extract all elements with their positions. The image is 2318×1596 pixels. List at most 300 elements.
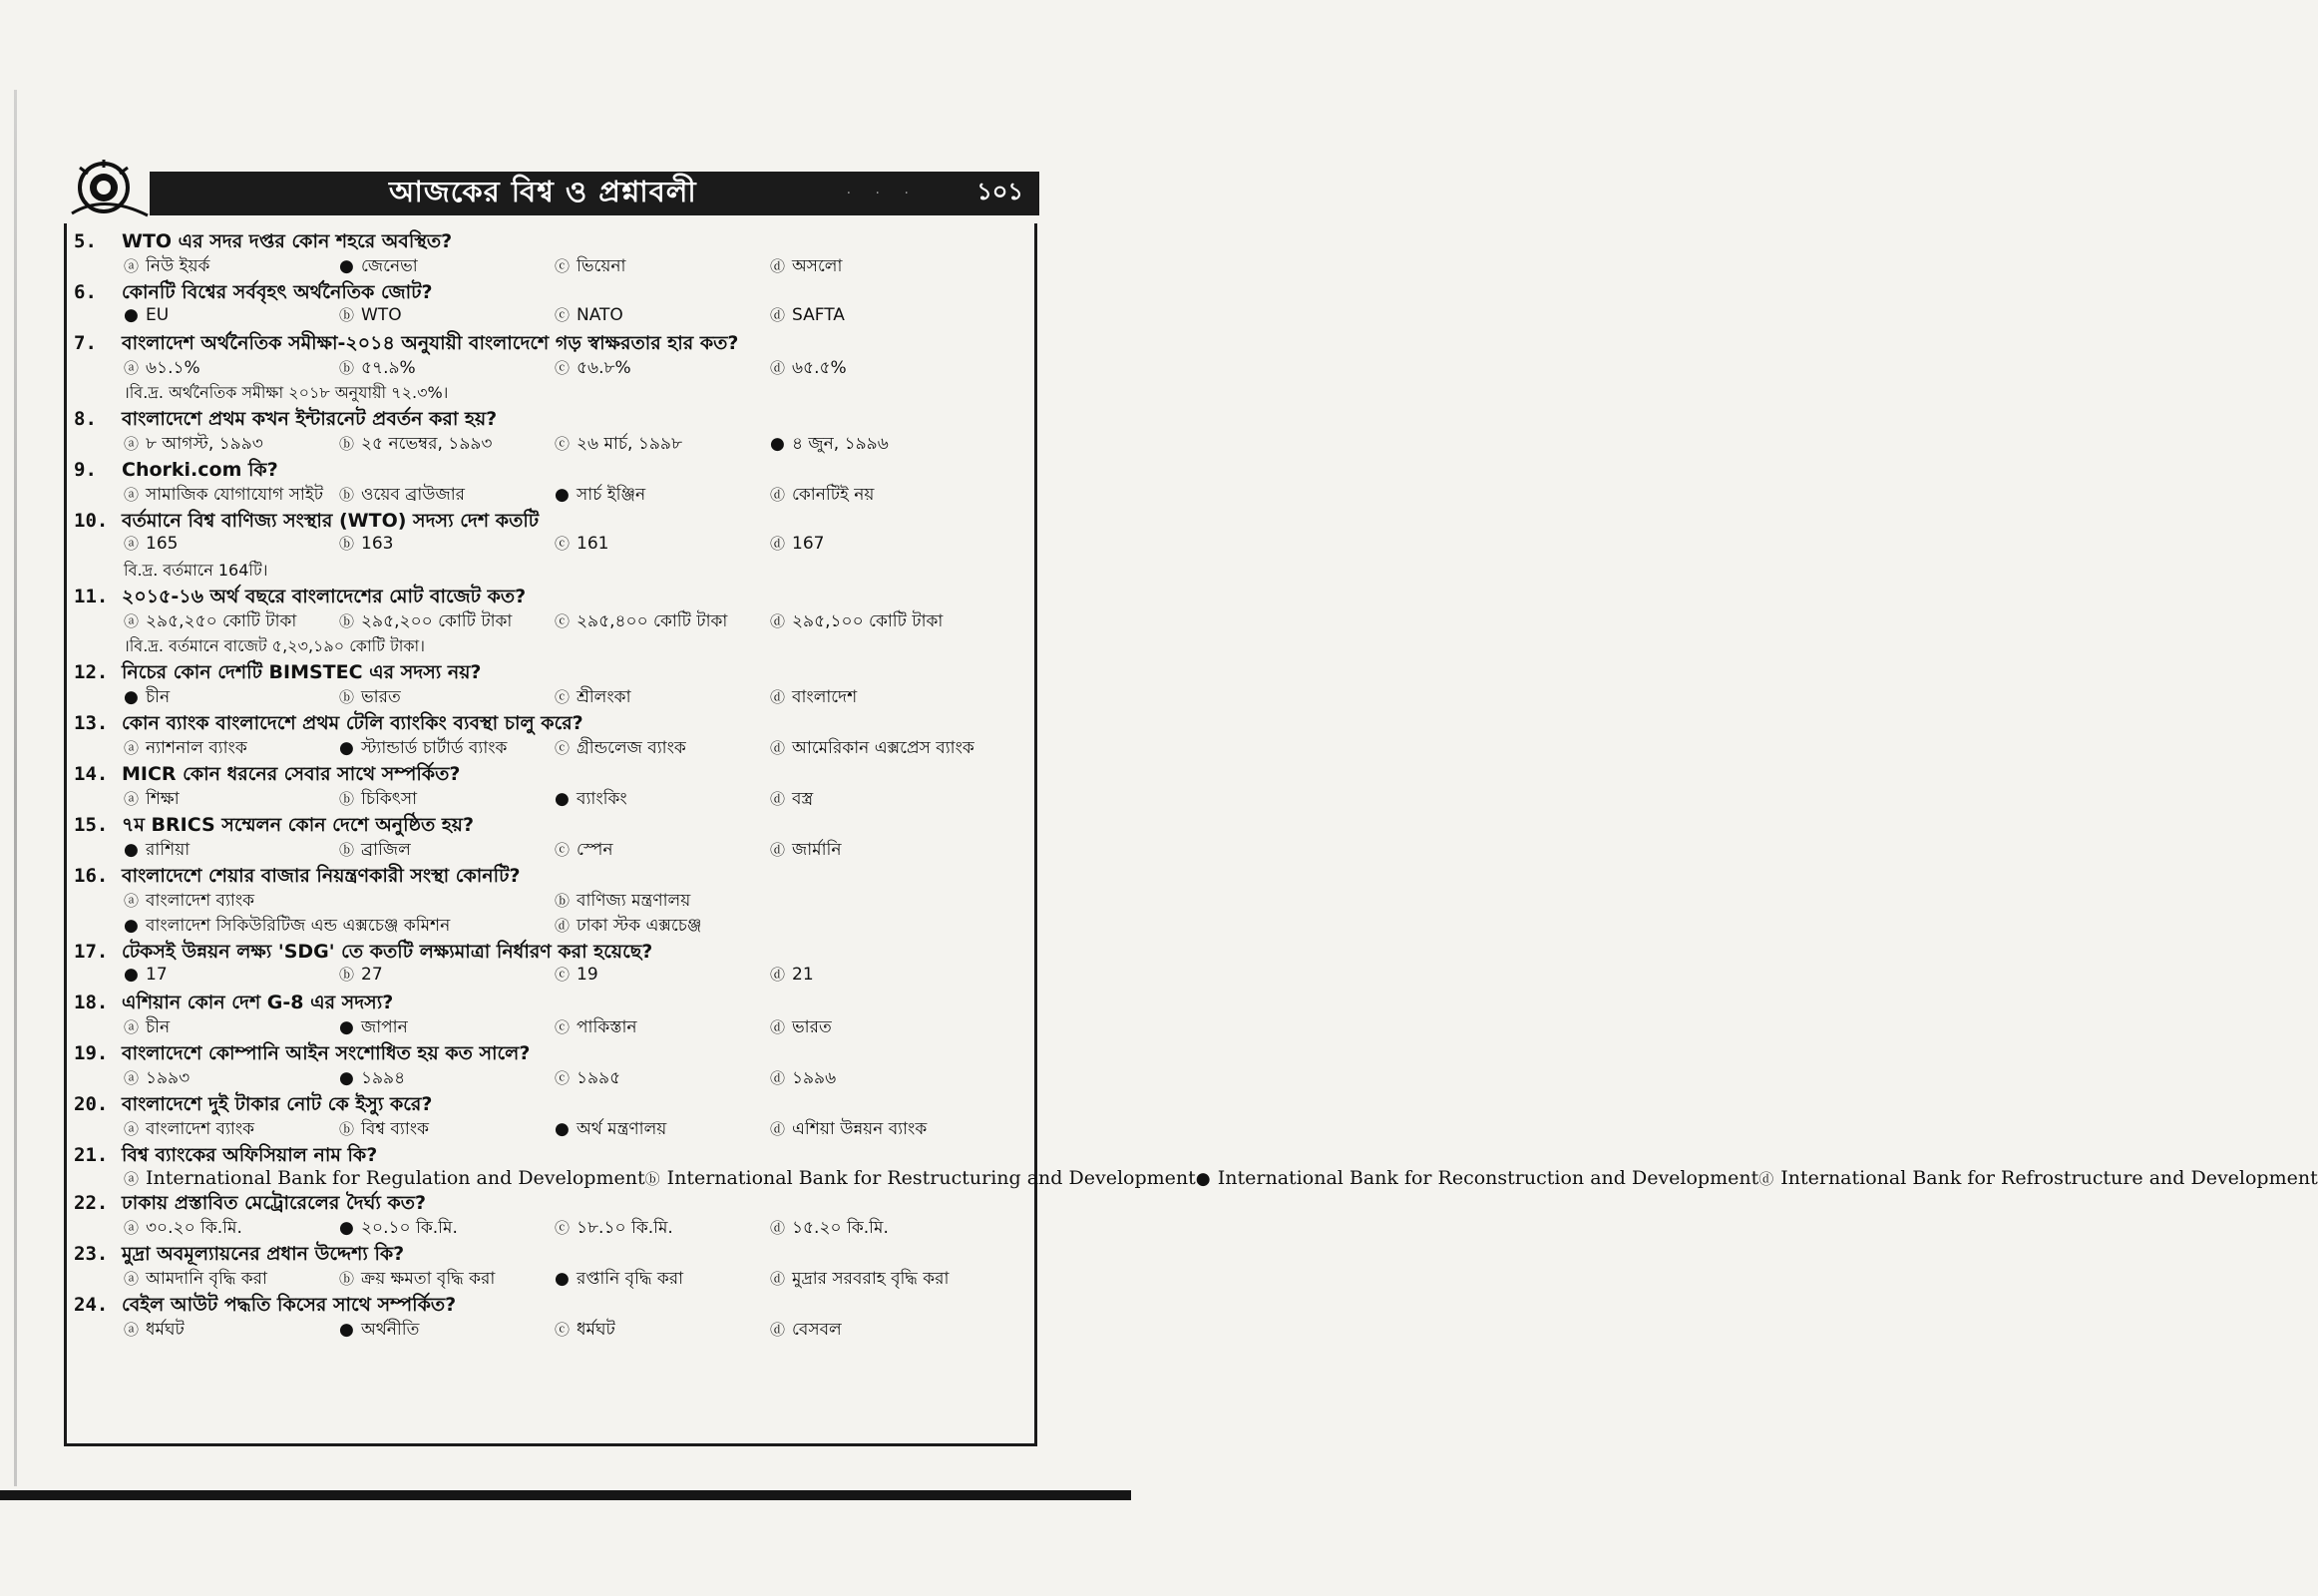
correct-answer-icon: ● — [1195, 1169, 1211, 1189]
correct-answer-icon: ● — [124, 687, 139, 707]
answer-option-text: স্পেন — [577, 840, 613, 860]
answer-option-text: ৪ জুন, ১৯৯৬ — [792, 434, 889, 454]
answer-option — [124, 1266, 339, 1294]
answer-option-text: বেসবল — [792, 1320, 842, 1340]
page-title: আজকের বিশ্ব ও প্রশ্নাবলী — [389, 174, 697, 208]
option-marker-icon: ⓒ — [555, 257, 571, 275]
question-text: মুদ্রা অবমূল্যায়নের প্রধান উদ্দেশ্য কি? — [122, 1243, 405, 1265]
answer-option-text: চীন — [146, 1017, 171, 1037]
question-block — [74, 811, 1031, 862]
answer-option — [555, 253, 770, 281]
question-block — [74, 583, 1031, 658]
answer-option-text: আমেরিকান এক্সপ্রেস ব্যাংক — [792, 738, 974, 758]
option-marker-icon: ⓐ — [124, 1270, 140, 1288]
answer-option — [339, 1317, 555, 1345]
answer-option — [1196, 1167, 1758, 1189]
answer-option-text: বাণিজ্য মন্ত্রণালয় — [577, 891, 691, 911]
question-text: কোনটি বিশ্বের সর্ববৃহৎ অর্থনৈতিক জোট? — [122, 281, 433, 303]
answer-option — [770, 1014, 985, 1042]
answer-option-text: ২৯৫,৪০০ কোটি টাকা — [577, 611, 728, 631]
option-marker-icon: ⓒ — [555, 306, 571, 324]
question-number: 18. — [74, 992, 109, 1013]
answer-option-text: ৩০.২০ কি.মি. — [146, 1218, 242, 1238]
correct-answer-icon: ● — [770, 434, 785, 454]
question-row — [74, 456, 1031, 482]
answer-option-text: ১৮.১০ কি.মি. — [577, 1218, 673, 1238]
title-bar — [150, 172, 1039, 215]
answer-option-text: International Bank for Regulation and Development — [146, 1167, 645, 1189]
question-block — [74, 760, 1031, 811]
answer-option — [555, 837, 770, 865]
answer-option-text: ২৯৫,২০০ কোটি টাকা — [361, 611, 513, 631]
answer-option — [124, 431, 339, 459]
answer-option — [770, 482, 985, 510]
option-marker-icon: ⓓ — [770, 739, 786, 757]
question-row — [74, 405, 1031, 431]
answer-option-text: ৫৭.৯% — [361, 358, 416, 378]
question-text: বেইল আউট পদ্ধতি কিসের সাথে সম্পর্কিত? — [122, 1294, 457, 1316]
correct-answer-icon: ● — [124, 305, 139, 325]
question-block — [74, 1240, 1031, 1291]
decorative-dots: · · · — [846, 186, 919, 201]
answer-note: ।বি.দ্র. অর্থনৈতিক সমীক্ষা ২০১৮ অনুযায়ী ৭২.৩%। — [124, 383, 449, 402]
option-marker-icon: ⓒ — [555, 1321, 571, 1339]
answer-options — [74, 786, 1031, 811]
answer-options — [74, 1317, 1031, 1342]
answer-options — [74, 355, 1031, 380]
answer-option-text: 27 — [361, 965, 383, 985]
answer-option — [124, 1065, 339, 1093]
question-row — [74, 1090, 1031, 1116]
answer-option — [124, 1317, 339, 1345]
answer-option — [555, 735, 770, 763]
answer-option — [124, 786, 339, 814]
answer-option — [555, 1116, 770, 1144]
option-marker-icon: ⓐ — [124, 1069, 140, 1087]
answer-option-text: বাংলাদেশ ব্যাংক — [146, 1119, 255, 1139]
answer-option — [124, 608, 339, 636]
question-block — [74, 227, 1031, 278]
question-number: 11. — [74, 586, 109, 607]
answer-option — [555, 1317, 770, 1345]
answer-option-text: অর্থ মন্ত্রণালয় — [577, 1119, 667, 1139]
answer-option — [770, 1317, 985, 1345]
question-number: 22. — [74, 1192, 109, 1214]
answer-option-text: ২০.১০ কি.মি. — [361, 1218, 458, 1238]
question-row — [74, 278, 1031, 304]
correct-answer-icon: ● — [124, 965, 139, 985]
question-row — [74, 938, 1031, 964]
answer-option — [770, 735, 985, 763]
option-marker-icon: ⓓ — [770, 535, 786, 553]
question-text: টেকসই উন্নয়ন লক্ষ্য 'SDG' তে কতটি লক্ষ্যমাত্রা নির্ধারণ করা হয়েছে? — [122, 941, 653, 963]
answer-options — [74, 1116, 1031, 1141]
question-row — [74, 989, 1031, 1014]
question-text: কোন ব্যাংক বাংলাদেশে প্রথম টেলি ব্যাংকিং ব্যবস্থা চালু করে? — [122, 712, 583, 734]
answer-option-text: রাশিয়া — [146, 840, 191, 860]
question-text: Chorki.com কি? — [122, 459, 278, 481]
answer-option — [339, 482, 555, 510]
option-marker-icon: ⓓ — [770, 1069, 786, 1087]
question-text: বাংলাদেশে কোম্পানি আইন সংশোধিত হয় কত সালে? — [122, 1042, 531, 1064]
answer-option-text: ধর্মঘট — [577, 1320, 615, 1340]
answer-option — [555, 533, 770, 554]
answer-option — [770, 964, 985, 985]
question-number: 5. — [74, 230, 97, 252]
answer-option-text: International Bank for Refrostructure and Development — [1780, 1167, 2318, 1189]
option-marker-icon: ⓓ — [770, 1219, 786, 1237]
question-row — [74, 1240, 1031, 1266]
option-marker-icon: ⓐ — [124, 739, 140, 757]
answer-option — [124, 1014, 339, 1042]
option-marker-icon: ⓓ — [770, 1018, 786, 1036]
question-number: 6. — [74, 281, 97, 303]
answer-options — [74, 735, 1031, 760]
option-marker-icon: ⓒ — [555, 612, 571, 630]
correct-answer-icon: ● — [124, 916, 139, 936]
answer-note: বি.দ্র. বর্তমানে 164টি। — [124, 561, 268, 580]
option-marker-icon: ⓐ — [124, 790, 140, 808]
answer-option — [770, 1065, 985, 1093]
answer-option — [339, 684, 555, 712]
answer-options — [74, 253, 1031, 278]
answer-options — [74, 1215, 1031, 1240]
correct-answer-icon: ● — [555, 1119, 570, 1139]
question-block — [74, 507, 1031, 583]
answer-options — [74, 1266, 1031, 1291]
answer-option — [555, 684, 770, 712]
question-text: MICR কোন ধরনের সেবার সাথে সম্পর্কিত? — [122, 763, 461, 785]
question-list — [74, 227, 2318, 1342]
question-number: 16. — [74, 865, 109, 887]
option-marker-icon: ⓒ — [555, 1219, 571, 1237]
answer-option — [770, 355, 985, 383]
question-number: 8. — [74, 408, 97, 430]
answer-option-text: ওয়েব ব্রাউজার — [361, 485, 465, 505]
correct-answer-icon: ● — [555, 485, 570, 505]
answer-option — [339, 355, 555, 383]
option-marker-icon: ⓓ — [770, 1270, 786, 1288]
answer-option — [770, 431, 985, 459]
answer-option-text: ৬৫.৫% — [792, 358, 847, 378]
answer-options — [74, 304, 1031, 329]
answer-options — [74, 684, 1031, 709]
answer-option-text: বাংলাদেশ সিকিউরিটিজ এন্ড এক্সচেঞ্জ কমিশন — [146, 916, 451, 936]
correct-answer-icon: ● — [555, 789, 570, 809]
option-marker-icon: ⓒ — [555, 359, 571, 377]
answer-option — [770, 684, 985, 712]
option-marker-icon: ⓑ — [339, 1270, 355, 1288]
answer-option-text: ১৫.২০ কি.মি. — [792, 1218, 889, 1238]
correct-answer-icon: ● — [339, 738, 354, 758]
option-marker-icon: ⓑ — [339, 359, 355, 377]
option-marker-icon: ⓒ — [555, 1069, 571, 1087]
correct-answer-icon: ● — [124, 840, 139, 860]
answer-option — [124, 735, 339, 763]
answer-options — [74, 888, 1031, 913]
question-block — [74, 1039, 1031, 1090]
option-marker-icon: ⓓ — [770, 790, 786, 808]
question-number: 19. — [74, 1042, 109, 1064]
answer-option — [124, 913, 555, 941]
option-marker-icon: ⓑ — [339, 612, 355, 630]
publisher-logo-icon — [58, 154, 154, 219]
answer-option — [770, 608, 985, 636]
option-marker-icon: ⓒ — [555, 435, 571, 453]
question-text: বর্তমানে বিশ্ব বাণিজ্য সংস্থার (WTO) সদস্য দেশ কতটি — [122, 510, 540, 532]
question-row — [74, 811, 1031, 837]
option-marker-icon: ⓐ — [124, 612, 140, 630]
question-number: 14. — [74, 763, 109, 785]
option-marker-icon: ⓑ — [339, 1120, 355, 1138]
correct-answer-icon: ● — [339, 1218, 354, 1238]
answer-option-text: সামাজিক যোগাযোগ সাইট — [146, 485, 323, 505]
answer-option-text: International Bank for Reconstruction and Development — [1217, 1167, 1759, 1189]
answer-option — [339, 533, 555, 554]
answer-option-text: মুদ্রার সরবরাহ বৃদ্ধি করা — [792, 1269, 950, 1289]
option-marker-icon: ⓓ — [770, 841, 786, 859]
option-marker-icon: ⓑ — [644, 1170, 660, 1188]
question-row — [74, 658, 1031, 684]
answer-option-text: 167 — [792, 534, 825, 554]
answer-option-text: ব্যাংকিং — [577, 789, 627, 809]
answer-option — [770, 1266, 985, 1294]
answer-option — [124, 355, 339, 383]
answer-option-text: ২৬ মার্চ, ১৯৯৮ — [577, 434, 682, 454]
answer-option — [339, 1266, 555, 1294]
answer-option-text: জার্মানি — [792, 840, 842, 860]
question-row — [74, 1039, 1031, 1065]
option-marker-icon: ⓐ — [124, 435, 140, 453]
answer-option-text: চীন — [146, 687, 171, 707]
question-row — [74, 583, 1031, 608]
answer-option — [555, 1065, 770, 1093]
question-block — [74, 658, 1031, 709]
question-text: বাংলাদেশে শেয়ার বাজার নিয়ন্ত্রণকারী সংস্থা কোনটি? — [122, 865, 521, 887]
answer-option-text: 19 — [577, 965, 598, 985]
question-row — [74, 760, 1031, 786]
answer-options — [74, 482, 1031, 507]
answer-option — [555, 888, 985, 916]
question-block — [74, 938, 1031, 989]
answer-option — [124, 533, 339, 554]
question-text: বাংলাদেশে দুই টাকার নোট কে ইস্যু করে? — [122, 1093, 433, 1115]
option-marker-icon: ⓐ — [124, 486, 140, 504]
answer-option-text: ৮ আগস্ট, ১৯৯৩ — [146, 434, 263, 454]
answer-option-text: 17 — [146, 965, 168, 985]
question-block — [74, 1189, 1031, 1240]
option-marker-icon: ⓑ — [339, 306, 355, 324]
answer-options — [74, 608, 1031, 633]
answer-option-text: আমদানি বৃদ্ধি করা — [146, 1269, 267, 1289]
option-marker-icon: ⓐ — [124, 1018, 140, 1036]
option-marker-icon: ⓓ — [770, 612, 786, 630]
answer-option-text: এশিয়া উন্নয়ন ব্যাংক — [792, 1119, 928, 1139]
question-text: বিশ্ব ব্যাংকের অফিসিয়াল নাম কি? — [122, 1144, 378, 1166]
question-row — [74, 1189, 1031, 1215]
answer-option — [124, 1167, 645, 1189]
question-number: 21. — [74, 1144, 109, 1166]
answer-option — [339, 837, 555, 865]
answer-option — [339, 964, 555, 985]
question-block — [74, 989, 1031, 1039]
question-row — [74, 709, 1031, 735]
option-marker-icon: ⓑ — [339, 435, 355, 453]
question-text: ৭ম BRICS সম্মেলন কোন দেশে অনুষ্ঠিত হয়? — [122, 814, 475, 836]
option-marker-icon: ⓒ — [555, 535, 571, 553]
question-number: 17. — [74, 941, 109, 963]
answer-option-text: 21 — [792, 965, 814, 985]
answer-option — [339, 253, 555, 281]
answer-option — [555, 964, 770, 985]
answer-option — [555, 304, 770, 325]
option-marker-icon: ⓓ — [1758, 1170, 1774, 1188]
correct-answer-icon: ● — [339, 1017, 354, 1037]
question-text: ঢাকায় প্রস্তাবিত মেট্রোরেলের দৈর্ঘ্য কত? — [122, 1192, 427, 1214]
answer-options — [74, 837, 1031, 862]
answer-option — [645, 1167, 1196, 1189]
answer-option — [770, 304, 985, 325]
answer-option-text: ১৯৯৪ — [361, 1068, 406, 1088]
answer-options — [74, 431, 1031, 456]
answer-option — [124, 888, 555, 916]
answer-option — [555, 608, 770, 636]
answer-option-text: কোনটিই নয় — [792, 485, 875, 505]
option-marker-icon: ⓓ — [770, 688, 786, 706]
answer-option — [770, 533, 985, 554]
answer-options — [74, 533, 1031, 558]
answer-option-text: NATO — [577, 305, 623, 325]
answer-option-text: EU — [146, 305, 170, 325]
question-row — [74, 329, 1031, 355]
option-marker-icon: ⓑ — [339, 486, 355, 504]
option-marker-icon: ⓐ — [124, 535, 140, 553]
page-header — [58, 150, 1039, 221]
page-number: ১০১ — [976, 178, 1023, 205]
option-marker-icon: ⓐ — [124, 1120, 140, 1138]
answer-option-text: ন্যাশনাল ব্যাংক — [146, 738, 247, 758]
question-text: WTO এর সদর দপ্তর কোন শহরে অবস্থিত? — [122, 230, 453, 252]
answer-option — [555, 355, 770, 383]
option-marker-icon: ⓒ — [555, 841, 571, 859]
answer-option-text: পাকিস্তান — [577, 1017, 637, 1037]
answer-option-text: ধর্মঘট — [146, 1320, 185, 1340]
question-text: ২০১৫-১৬ অর্থ বছরে বাংলাদেশের মোট বাজেট কত? — [122, 586, 527, 607]
question-number: 15. — [74, 814, 109, 836]
option-marker-icon: ⓑ — [339, 966, 355, 984]
answer-option-text: ৬১.১% — [146, 358, 200, 378]
option-marker-icon: ⓑ — [339, 688, 355, 706]
question-text: বাংলাদেশে প্রথম কখন ইন্টারনেট প্রবর্তন করা হয়? — [122, 408, 498, 430]
answer-option — [339, 1215, 555, 1243]
option-marker-icon: ⓓ — [770, 257, 786, 275]
answer-option-text: ২৯৫,১০০ কোটি টাকা — [792, 611, 944, 631]
question-text: এশিয়ান কোন দেশ G-8 এর সদস্য? — [122, 992, 394, 1013]
answer-option-text: বাংলাদেশ — [792, 687, 858, 707]
answer-option-text: ভারত — [792, 1017, 832, 1037]
answer-option — [1758, 1167, 2318, 1189]
option-marker-icon: ⓑ — [339, 841, 355, 859]
option-marker-icon: ⓓ — [770, 359, 786, 377]
answer-option — [555, 482, 770, 510]
option-marker-icon: ⓓ — [770, 966, 786, 984]
answer-option — [124, 482, 339, 510]
answer-option-text: WTO — [361, 305, 402, 325]
question-row — [74, 227, 1031, 253]
question-block — [74, 1291, 1031, 1342]
question-block — [74, 1141, 2318, 1189]
question-number: 9. — [74, 459, 97, 481]
answer-option — [555, 1215, 770, 1243]
question-row — [74, 1141, 1031, 1167]
question-block — [74, 405, 1031, 456]
question-number: 10. — [74, 510, 109, 532]
answer-option — [339, 304, 555, 325]
answer-option — [555, 1266, 770, 1294]
question-text: বাংলাদেশ অর্থনৈতিক সমীক্ষা-২০১৪ অনুযায়ী বাংলাদেশে গড় স্বাক্ষরতার হার কত? — [122, 332, 739, 354]
question-row — [74, 862, 1031, 888]
scan-edge — [14, 90, 17, 1486]
question-number: 24. — [74, 1294, 109, 1316]
answer-option — [124, 837, 339, 865]
answer-option-text: স্ট্যান্ডার্ড চার্টার্ড ব্যাংক — [361, 738, 508, 758]
answer-option-text: ১৯৯৫ — [577, 1068, 621, 1088]
question-number: 20. — [74, 1093, 109, 1115]
answer-option — [770, 837, 985, 865]
answer-options — [74, 964, 1031, 989]
option-marker-icon: ⓓ — [770, 1321, 786, 1339]
answer-option-text: SAFTA — [792, 305, 845, 325]
answer-option-text: ৫৬.৮% — [577, 358, 631, 378]
question-block — [74, 1090, 1031, 1141]
answer-option-text: গ্রীন্ডলেজ ব্যাংক — [577, 738, 686, 758]
option-marker-icon: ⓐ — [124, 1170, 140, 1188]
answer-option — [770, 253, 985, 281]
answer-option — [555, 431, 770, 459]
answer-option-text: ব্রাজিল — [361, 840, 411, 860]
answer-option — [124, 965, 339, 985]
answer-option-text: শ্রীলংকা — [577, 687, 631, 707]
option-marker-icon: ⓒ — [555, 966, 571, 984]
question-number: 7. — [74, 332, 97, 354]
option-marker-icon: ⓓ — [770, 306, 786, 324]
question-text: নিচের কোন দেশটি BIMSTEC এর সদস্য নয়? — [122, 661, 482, 683]
answer-option — [555, 913, 985, 941]
answer-option — [124, 253, 339, 281]
answer-options — [74, 1065, 1031, 1090]
answer-option — [124, 684, 339, 712]
answer-option-text: বাংলাদেশ ব্যাংক — [146, 891, 255, 911]
answer-options — [74, 1167, 2318, 1189]
option-marker-icon: ⓓ — [770, 1120, 786, 1138]
question-block — [74, 709, 1031, 760]
answer-option-text: 165 — [146, 534, 179, 554]
question-number: 13. — [74, 712, 109, 734]
answer-option-text: রপ্তানি বৃদ্ধি করা — [577, 1269, 684, 1289]
question-block — [74, 278, 1031, 329]
option-marker-icon: ⓑ — [339, 790, 355, 808]
question-block — [74, 456, 1031, 507]
question-block — [74, 329, 1031, 405]
answer-option — [339, 786, 555, 814]
question-row — [74, 1291, 1031, 1317]
answer-option-text: নিউ ইয়র্ক — [146, 256, 210, 276]
answer-option-text: ঢাকা স্টক এক্সচেঞ্জ — [577, 916, 702, 936]
correct-answer-icon: ● — [339, 1320, 354, 1340]
correct-answer-icon: ● — [555, 1269, 570, 1289]
option-marker-icon: ⓒ — [555, 688, 571, 706]
answer-option-text: সার্চ ইঞ্জিন — [577, 485, 646, 505]
